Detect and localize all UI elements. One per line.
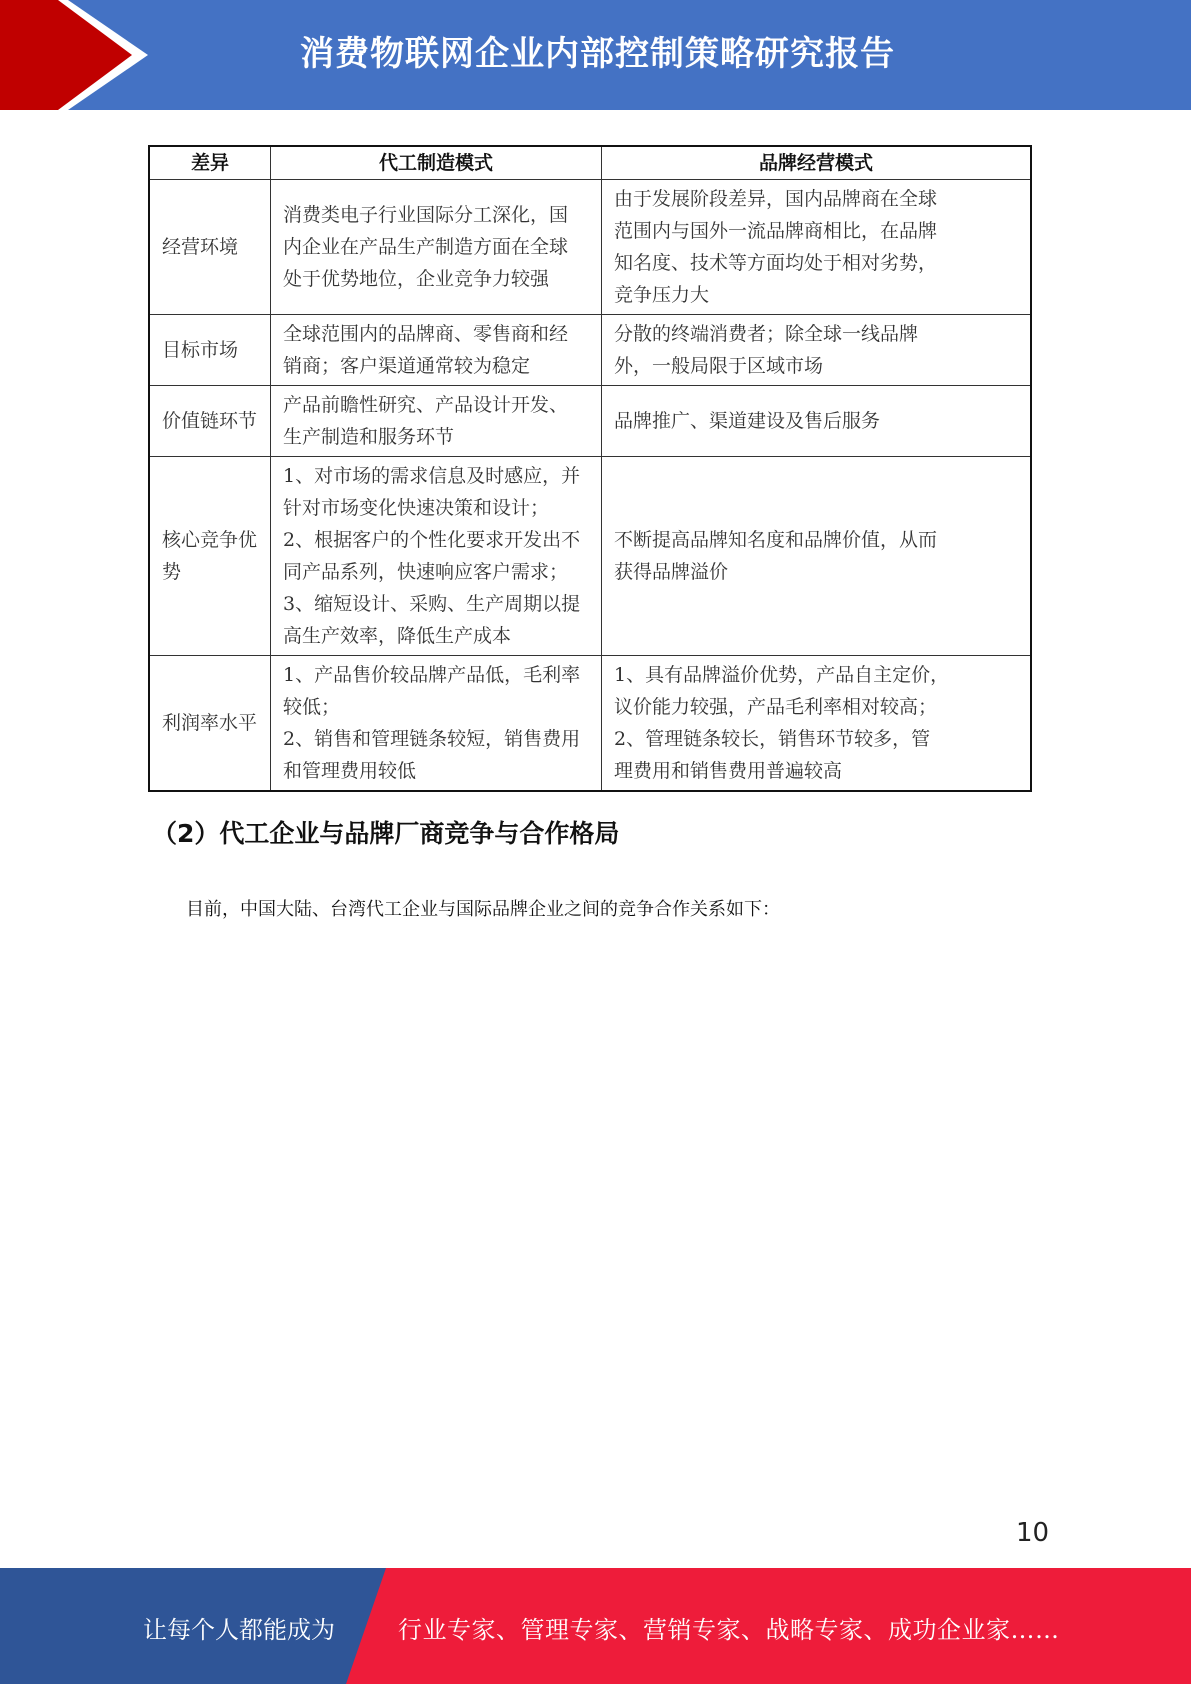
cell-line: 内企业在产品生产制造方面在全球 [283,236,569,258]
row-label: 经营环境 [149,180,271,315]
brand-cell [602,457,1032,656]
cell-line: 范围内与国外一流品牌商相比，在品牌 [614,220,938,242]
cell-line: 处于优势地位，企业竞争力较强 [283,268,550,290]
cell-line: 2、销售和管理链条较短，销售费用 [283,728,581,750]
row-label: 价值链环节 [149,386,271,457]
oem-cell [271,386,602,457]
header-cell-oem: 代工制造模式 [271,146,602,180]
header-cell-brand: 品牌经营模式 [602,146,1032,180]
cell-line: 获得品牌溢价 [614,561,729,583]
cell-line: 2、根据客户的个性化要求开发出不 [283,529,581,551]
report-title: 消费物联网企业内部控制策略研究报告 [300,34,895,74]
cell-line: 理费用和销售费用普遍较高 [614,760,843,782]
cell-line: 知名度、技术等方面均处于相对劣势， [614,252,938,274]
cell-line: 3、缩短设计、采购、生产周期以提 [283,593,581,615]
oem-cell [271,656,602,792]
cell-line: 核心竞争优 [162,529,258,551]
row-label [149,457,271,656]
cell-line: 生产制造和服务环节 [283,426,455,448]
table-row [149,656,1031,792]
cell-line: 针对市场变化快速决策和设计； [283,497,550,519]
cell-line: 不断提高品牌知名度和品牌价值，从而 [614,529,938,551]
cell-line: 由于发展阶段差异，国内品牌商在全球 [614,188,938,210]
cell-line: 1、对市场的需求信息及时感应，并 [283,465,581,487]
cell-line: 外，一般局限于区域市场 [614,355,824,377]
cell-line: 品牌推广、渠道建设及售后服务 [614,410,881,432]
table-row [149,180,1031,315]
table-row [149,386,1031,457]
section-heading: （2）代工企业与品牌厂商竞争与合作格局 [152,819,620,848]
table-row [149,315,1031,386]
cell-line: 竞争压力大 [614,284,710,306]
cell-line: 同产品系列，快速响应客户需求； [283,561,569,583]
table-row [149,457,1031,656]
cell-line: 和管理费用较低 [283,760,417,782]
brand-cell [602,315,1032,386]
oem-cell [271,457,602,656]
brand-cell [602,656,1032,792]
table-header-row [149,146,1031,180]
oem-cell [271,315,602,386]
body-paragraph: 目前，中国大陆、台湾代工企业与国际品牌企业之间的竞争合作关系如下： [186,899,780,920]
cell-line: 销商；客户渠道通常较为稳定 [283,355,531,377]
row-label: 利润率水平 [149,656,271,792]
brand-cell [602,386,1032,457]
cell-line: 产品前瞻性研究、产品设计开发、 [283,394,569,416]
oem-cell [271,180,602,315]
footer-slogan-right: 行业专家、管理专家、营销专家、战略专家、成功企业家…… [398,1616,1060,1644]
cell-line: 消费类电子行业国际分工深化，国 [283,204,569,226]
cell-line: 议价能力较强，产品毛利率相对较高； [614,696,938,718]
comparison-table [148,145,1032,792]
cell-line: 势 [162,561,182,583]
header-arrow-decoration [0,0,160,110]
row-label: 目标市场 [149,315,271,386]
header-bar [0,0,1191,110]
header-cell-difference: 差异 [149,146,271,180]
footer-bar [0,1568,1191,1684]
brand-cell [602,180,1032,315]
cell-line: 全球范围内的品牌商、零售商和经 [283,323,569,345]
cell-line: 2、管理链条较长，销售环节较多，管 [614,728,931,750]
cell-line: 1、产品售价较品牌产品低，毛利率 [283,664,581,686]
cell-line: 高生产效率，降低生产成本 [283,625,512,647]
cell-line: 1、具有品牌溢价优势，产品自主定价， [614,664,950,686]
footer-slogan-left: 让每个人都能成为 [143,1616,335,1644]
cell-line: 分散的终端消费者；除全球一线品牌 [614,323,919,345]
cell-line: 较低； [283,696,341,718]
page-number: 10 [1016,1518,1050,1548]
